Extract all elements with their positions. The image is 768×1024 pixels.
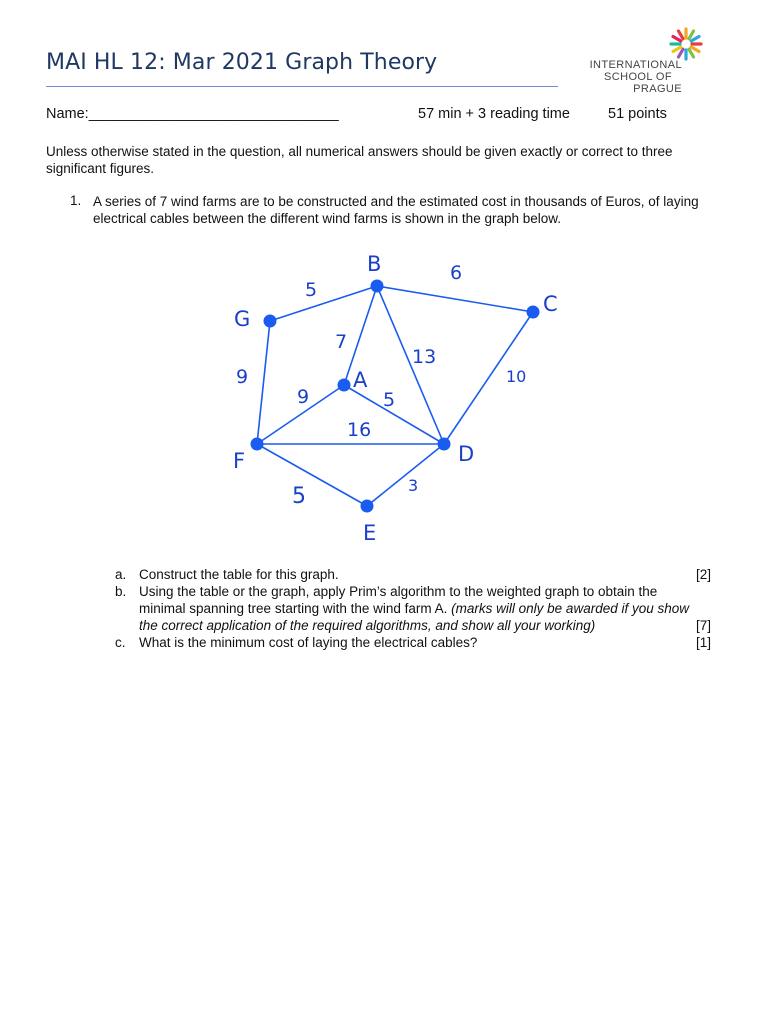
vertex-A bbox=[338, 379, 351, 392]
weight-G-B: 5 bbox=[305, 279, 318, 301]
vertex-B bbox=[371, 280, 384, 293]
part-marks: [7] bbox=[696, 618, 712, 633]
vertex-label-E: E bbox=[363, 521, 377, 545]
vertex-label-G: G bbox=[234, 307, 251, 331]
question-number: 1. bbox=[70, 193, 82, 208]
title-underline bbox=[46, 86, 558, 87]
logo-text-line3: PRAGUE bbox=[633, 83, 682, 95]
logo-text-line1: INTERNATIONAL bbox=[589, 59, 682, 71]
edge-B-C bbox=[377, 286, 533, 312]
question-part-a bbox=[0, 566, 768, 583]
logo-ray bbox=[679, 49, 684, 57]
total-points: 51 points bbox=[608, 106, 667, 122]
logo-ray bbox=[673, 37, 681, 42]
part-text bbox=[139, 583, 699, 634]
logo-ray bbox=[691, 37, 699, 42]
name-field-label: Name:_______________________________ bbox=[46, 106, 339, 122]
question-part-c bbox=[0, 634, 768, 651]
logo-ray bbox=[673, 47, 681, 52]
edge-G-B bbox=[270, 286, 377, 321]
edge-E-D bbox=[367, 444, 444, 506]
part-text-note: (marks will only be awarded if you show the correct application of the required algorithms, and show all your working) bbox=[139, 601, 690, 633]
vertex-F bbox=[251, 438, 264, 451]
part-letter: b. bbox=[115, 584, 127, 599]
instructions-text: Unless otherwise stated in the question, all numerical answers should be given exactly or correct to three significant figures. bbox=[46, 144, 673, 176]
weight-B-D: 13 bbox=[412, 346, 437, 368]
page-title: MAI HL 12: Mar 2021 Graph Theory bbox=[46, 50, 438, 75]
edge-F-E bbox=[257, 444, 367, 506]
part-marks: [2] bbox=[696, 567, 712, 582]
weight-E-D: 3 bbox=[408, 476, 419, 495]
vertex-C bbox=[527, 306, 540, 319]
edge-G-F bbox=[257, 321, 270, 444]
vertex-D bbox=[438, 438, 451, 451]
vertex-labels bbox=[233, 252, 558, 545]
weight-G-F: 9 bbox=[236, 366, 249, 388]
vertex-label-D: D bbox=[458, 442, 475, 466]
weight-B-C: 6 bbox=[450, 262, 463, 284]
weight-A-D: 5 bbox=[383, 389, 396, 411]
time-allowed: 57 min + 3 reading time bbox=[418, 106, 570, 122]
weight-F-E: 5 bbox=[292, 484, 306, 509]
question-part-b bbox=[0, 583, 768, 634]
part-text: What is the minimum cost of laying the electrical cables? bbox=[139, 635, 478, 650]
logo-ray bbox=[679, 31, 684, 39]
weighted-graph bbox=[200, 245, 600, 555]
weight-B-A: 7 bbox=[335, 331, 348, 353]
weight-A-F: 9 bbox=[297, 386, 310, 408]
part-marks: [1] bbox=[696, 635, 712, 650]
vertex-G bbox=[264, 315, 277, 328]
weight-F-D: 16 bbox=[347, 419, 372, 441]
logo-ray bbox=[689, 31, 694, 39]
part-letter: a. bbox=[115, 567, 127, 582]
logo-starburst-icon bbox=[666, 26, 706, 62]
logo-text-line2: SCHOOL OF bbox=[604, 71, 672, 83]
part-text: Construct the table for this graph. bbox=[139, 567, 339, 582]
weight-C-D: 10 bbox=[506, 367, 527, 386]
vertex-E bbox=[361, 500, 374, 513]
vertex-label-B: B bbox=[367, 252, 382, 276]
question-text: A series of 7 wind farms are to be constructed and the estimated cost in thousands of Euros, of laying electrical cables between the different wind farms is shown in the graph below. bbox=[93, 194, 699, 226]
logo-ray bbox=[691, 47, 699, 52]
vertex-label-F: F bbox=[233, 449, 246, 473]
vertex-label-C: C bbox=[543, 292, 558, 316]
vertex-label-A: A bbox=[353, 368, 368, 392]
part-letter: c. bbox=[115, 635, 126, 650]
school-logo bbox=[570, 26, 740, 96]
part-text-main: Using the table or the graph, apply Prim’s algorithm to the weighted graph to obtain the minimal spanning tree starting with the wind farm A. bbox=[139, 584, 658, 616]
logo-ray bbox=[689, 49, 694, 57]
